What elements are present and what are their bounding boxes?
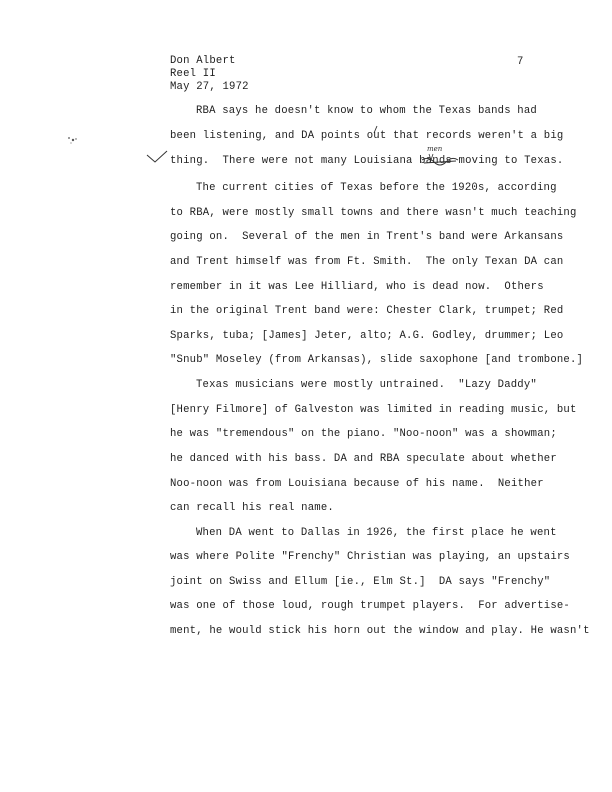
pen-tick (372, 125, 380, 135)
body-line-18: When DA went to Dallas in 1926, the first place he went (196, 527, 557, 539)
interview-date: May 27, 1972 (170, 81, 249, 93)
margin-smudge (66, 135, 80, 145)
body-line-14: he was "tremendous" on the piano. "Noo-noon" was a showman; (170, 428, 557, 440)
body-line-21: was one of those loud, rough trumpet players. For advertise- (170, 600, 570, 612)
strikeout-mark (418, 150, 468, 170)
body-line-3: thing. There were not many Louisiana bands moving to Texas. (170, 155, 564, 167)
body-line-19: was where Polite "Frenchy" Christian was playing, an upstairs (170, 551, 570, 563)
body-line-9: in the original Trent band were: Chester Clark, trumpet; Red (170, 305, 564, 317)
page-number: 7 (517, 56, 524, 68)
body-line-13: [Henry Filmore] of Galveston was limited in reading music, but (170, 404, 577, 416)
margin-check-mark (146, 150, 168, 168)
body-line-8: remember in it was Lee Hilliard, who is dead now. Others (170, 281, 544, 293)
body-line-20: joint on Swiss and Ellum [ie., Elm St.] DA says "Frenchy" (170, 576, 551, 588)
body-line-1: RBA says he doesn't know to whom the Texas bands had (196, 105, 537, 117)
body-line-22: ment, he would stick his horn out the window and play. He wasn't (170, 625, 590, 637)
handwritten-insert: men (427, 145, 443, 153)
body-line-2: been listening, and DA points out that records weren't a big (170, 130, 564, 142)
body-line-4: The current cities of Texas before the 1920s, according (196, 182, 557, 194)
interviewee-name: Don Albert (170, 55, 236, 67)
body-line-11: "Snub" Moseley (from Arkansas), slide saxophone [and trombone.] (170, 354, 584, 366)
body-line-5: to RBA, were mostly small towns and there wasn't much teaching (170, 207, 577, 219)
body-line-10: Sparks, tuba; [James] Jeter, alto; A.G. Godley, drummer; Leo (170, 330, 564, 342)
body-line-16: Noo-noon was from Louisiana because of his name. Neither (170, 478, 544, 490)
body-line-12: Texas musicians were mostly untrained. "Lazy Daddy" (196, 379, 537, 391)
body-line-7: and Trent himself was from Ft. Smith. The only Texan DA can (170, 256, 564, 268)
reel-label: Reel II (170, 68, 216, 80)
body-line-6: going on. Several of the men in Trent's band were Arkansans (170, 231, 564, 243)
body-line-15: he danced with his bass. DA and RBA speculate about whether (170, 453, 557, 465)
body-line-17: can recall his real name. (170, 502, 334, 514)
